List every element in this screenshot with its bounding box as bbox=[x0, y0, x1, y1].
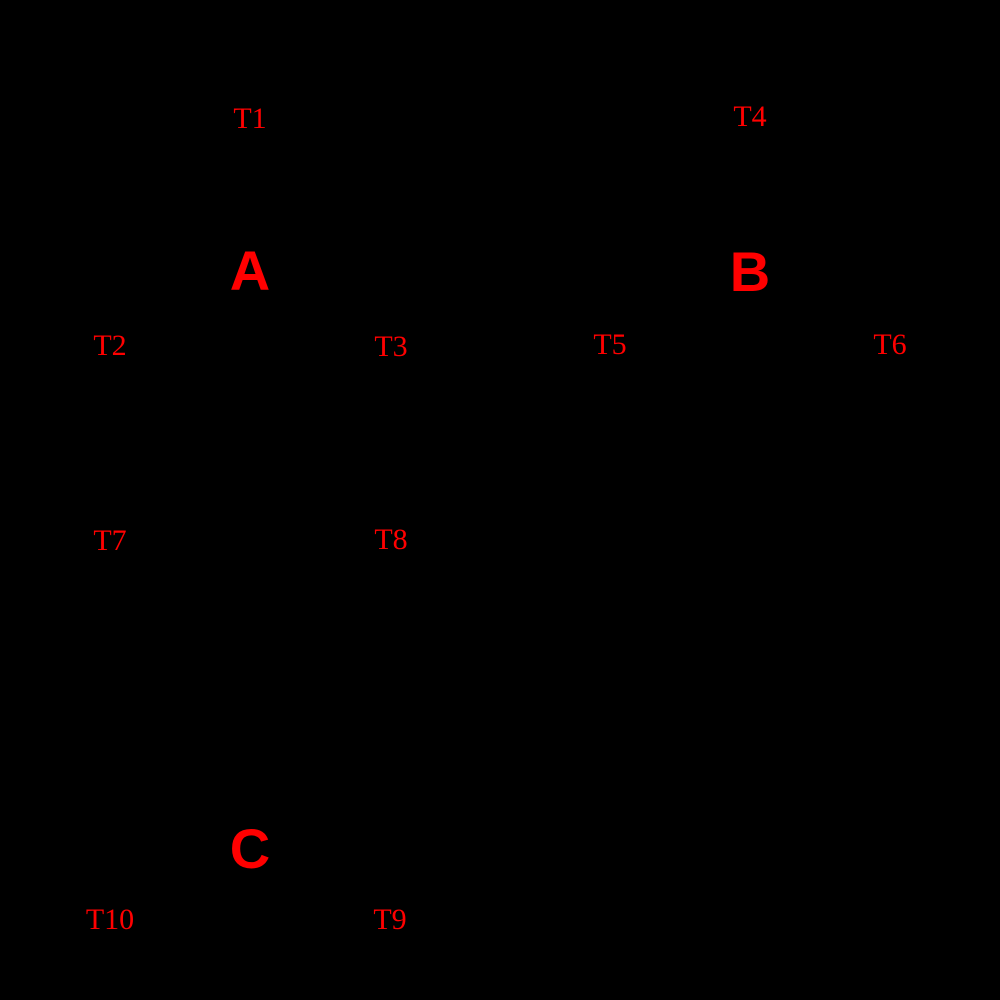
tip-label-T6: T6 bbox=[873, 328, 907, 361]
tip-label-T3: T3 bbox=[374, 330, 408, 363]
tip-label-T10: T10 bbox=[85, 903, 135, 936]
tip-label-T7: T7 bbox=[93, 524, 127, 557]
node-label-B: B bbox=[729, 240, 771, 303]
tip-label-T9: T9 bbox=[373, 903, 407, 936]
tip-label-T1: T1 bbox=[233, 102, 267, 135]
tip-label-T8: T8 bbox=[374, 523, 408, 556]
tip-label-T2: T2 bbox=[93, 329, 127, 362]
tip-label-T5: T5 bbox=[593, 328, 627, 361]
tip-label-T4: T4 bbox=[733, 100, 767, 133]
node-label-A: A bbox=[229, 239, 271, 302]
node-label-C: C bbox=[229, 817, 271, 880]
